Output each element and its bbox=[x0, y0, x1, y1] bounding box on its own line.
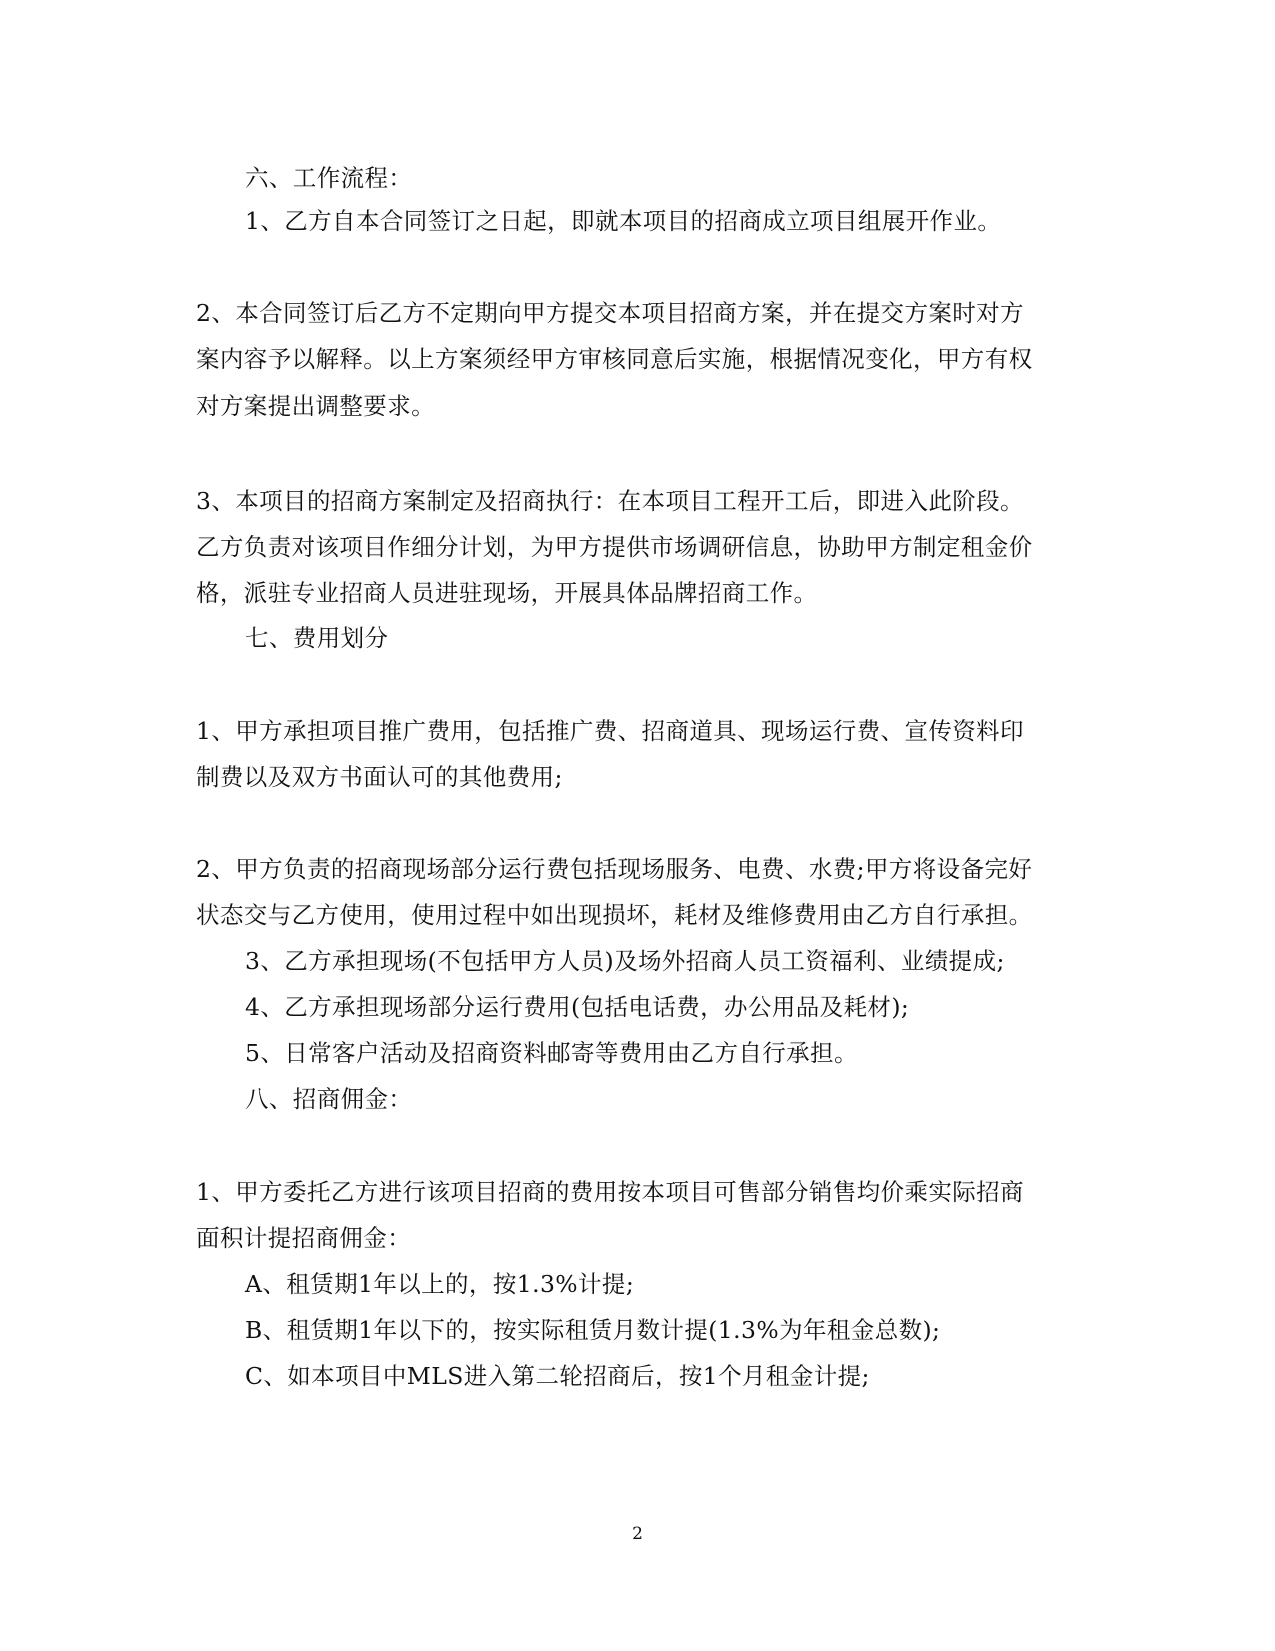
paragraph-line: 2、本合同签订后乙方不定期向甲方提交本项目招商方案，并在提交方案时对方 bbox=[196, 299, 1024, 327]
paragraph-line: 1、甲方委托乙方进行该项目招商的费用按本项目可售部分销售均价乘实际招商 bbox=[196, 1178, 1024, 1206]
list-item-b: B、租赁期1年以下的，按实际租赁月数计提(1.3%为年租金总数); bbox=[245, 1316, 941, 1344]
paragraph-line: 1、甲方承担项目推广费用，包括推广费、招商道具、现场运行费、宣传资料印 bbox=[196, 717, 1024, 745]
paragraph-line: 对方案提出调整要求。 bbox=[196, 392, 435, 420]
paragraph-line: 状态交与乙方使用，使用过程中如出现损坏，耗材及维修费用由乙方自行承担。 bbox=[196, 901, 1033, 929]
list-item-a: A、租赁期1年以上的，按1.3%计提; bbox=[245, 1270, 635, 1298]
page-number: 2 bbox=[632, 1524, 643, 1544]
paragraph-line: 3、乙方承担现场(不包括甲方人员)及场外招商人员工资福利、业绩提成; bbox=[245, 947, 1005, 975]
paragraph-line: 格，派驻专业招商人员进驻现场，开展具体品牌招商工作。 bbox=[196, 579, 818, 607]
paragraph-line: 案内容予以解释。以上方案须经甲方审核同意后实施，根据情况变化，甲方有权 bbox=[196, 345, 1033, 373]
paragraph-line: 2、甲方负责的招商现场部分运行费包括现场服务、电费、水费;甲方将设备完好 bbox=[196, 855, 1033, 883]
paragraph-line: 面积计提招商佣金： bbox=[196, 1224, 412, 1252]
paragraph-line: 制费以及双方书面认可的其他费用; bbox=[196, 763, 563, 791]
section-heading-workflow: 六、工作流程： bbox=[245, 164, 413, 192]
paragraph-line: 4、乙方承担现场部分运行费用(包括电话费，办公用品及耗材); bbox=[245, 993, 910, 1021]
paragraph-line: 1、乙方自本合同签订之日起，即就本项目的招商成立项目组展开作业。 bbox=[245, 207, 1002, 235]
paragraph-line: 5、日常客户活动及招商资料邮寄等费用由乙方自行承担。 bbox=[245, 1039, 858, 1067]
paragraph-line: 乙方负责对该项目作细分计划，为甲方提供市场调研信息，协助甲方制定租金价 bbox=[196, 533, 1033, 561]
section-heading-fees: 七、费用划分 bbox=[245, 624, 389, 652]
paragraph-line: 3、本项目的招商方案制定及招商执行：在本项目工程开工后，即进入此阶段。 bbox=[196, 487, 1024, 515]
list-item-c: C、如本项目中MLS进入第二轮招商后，按1个月租金计提; bbox=[245, 1362, 870, 1390]
section-heading-commission: 八、招商佣金： bbox=[245, 1085, 413, 1113]
